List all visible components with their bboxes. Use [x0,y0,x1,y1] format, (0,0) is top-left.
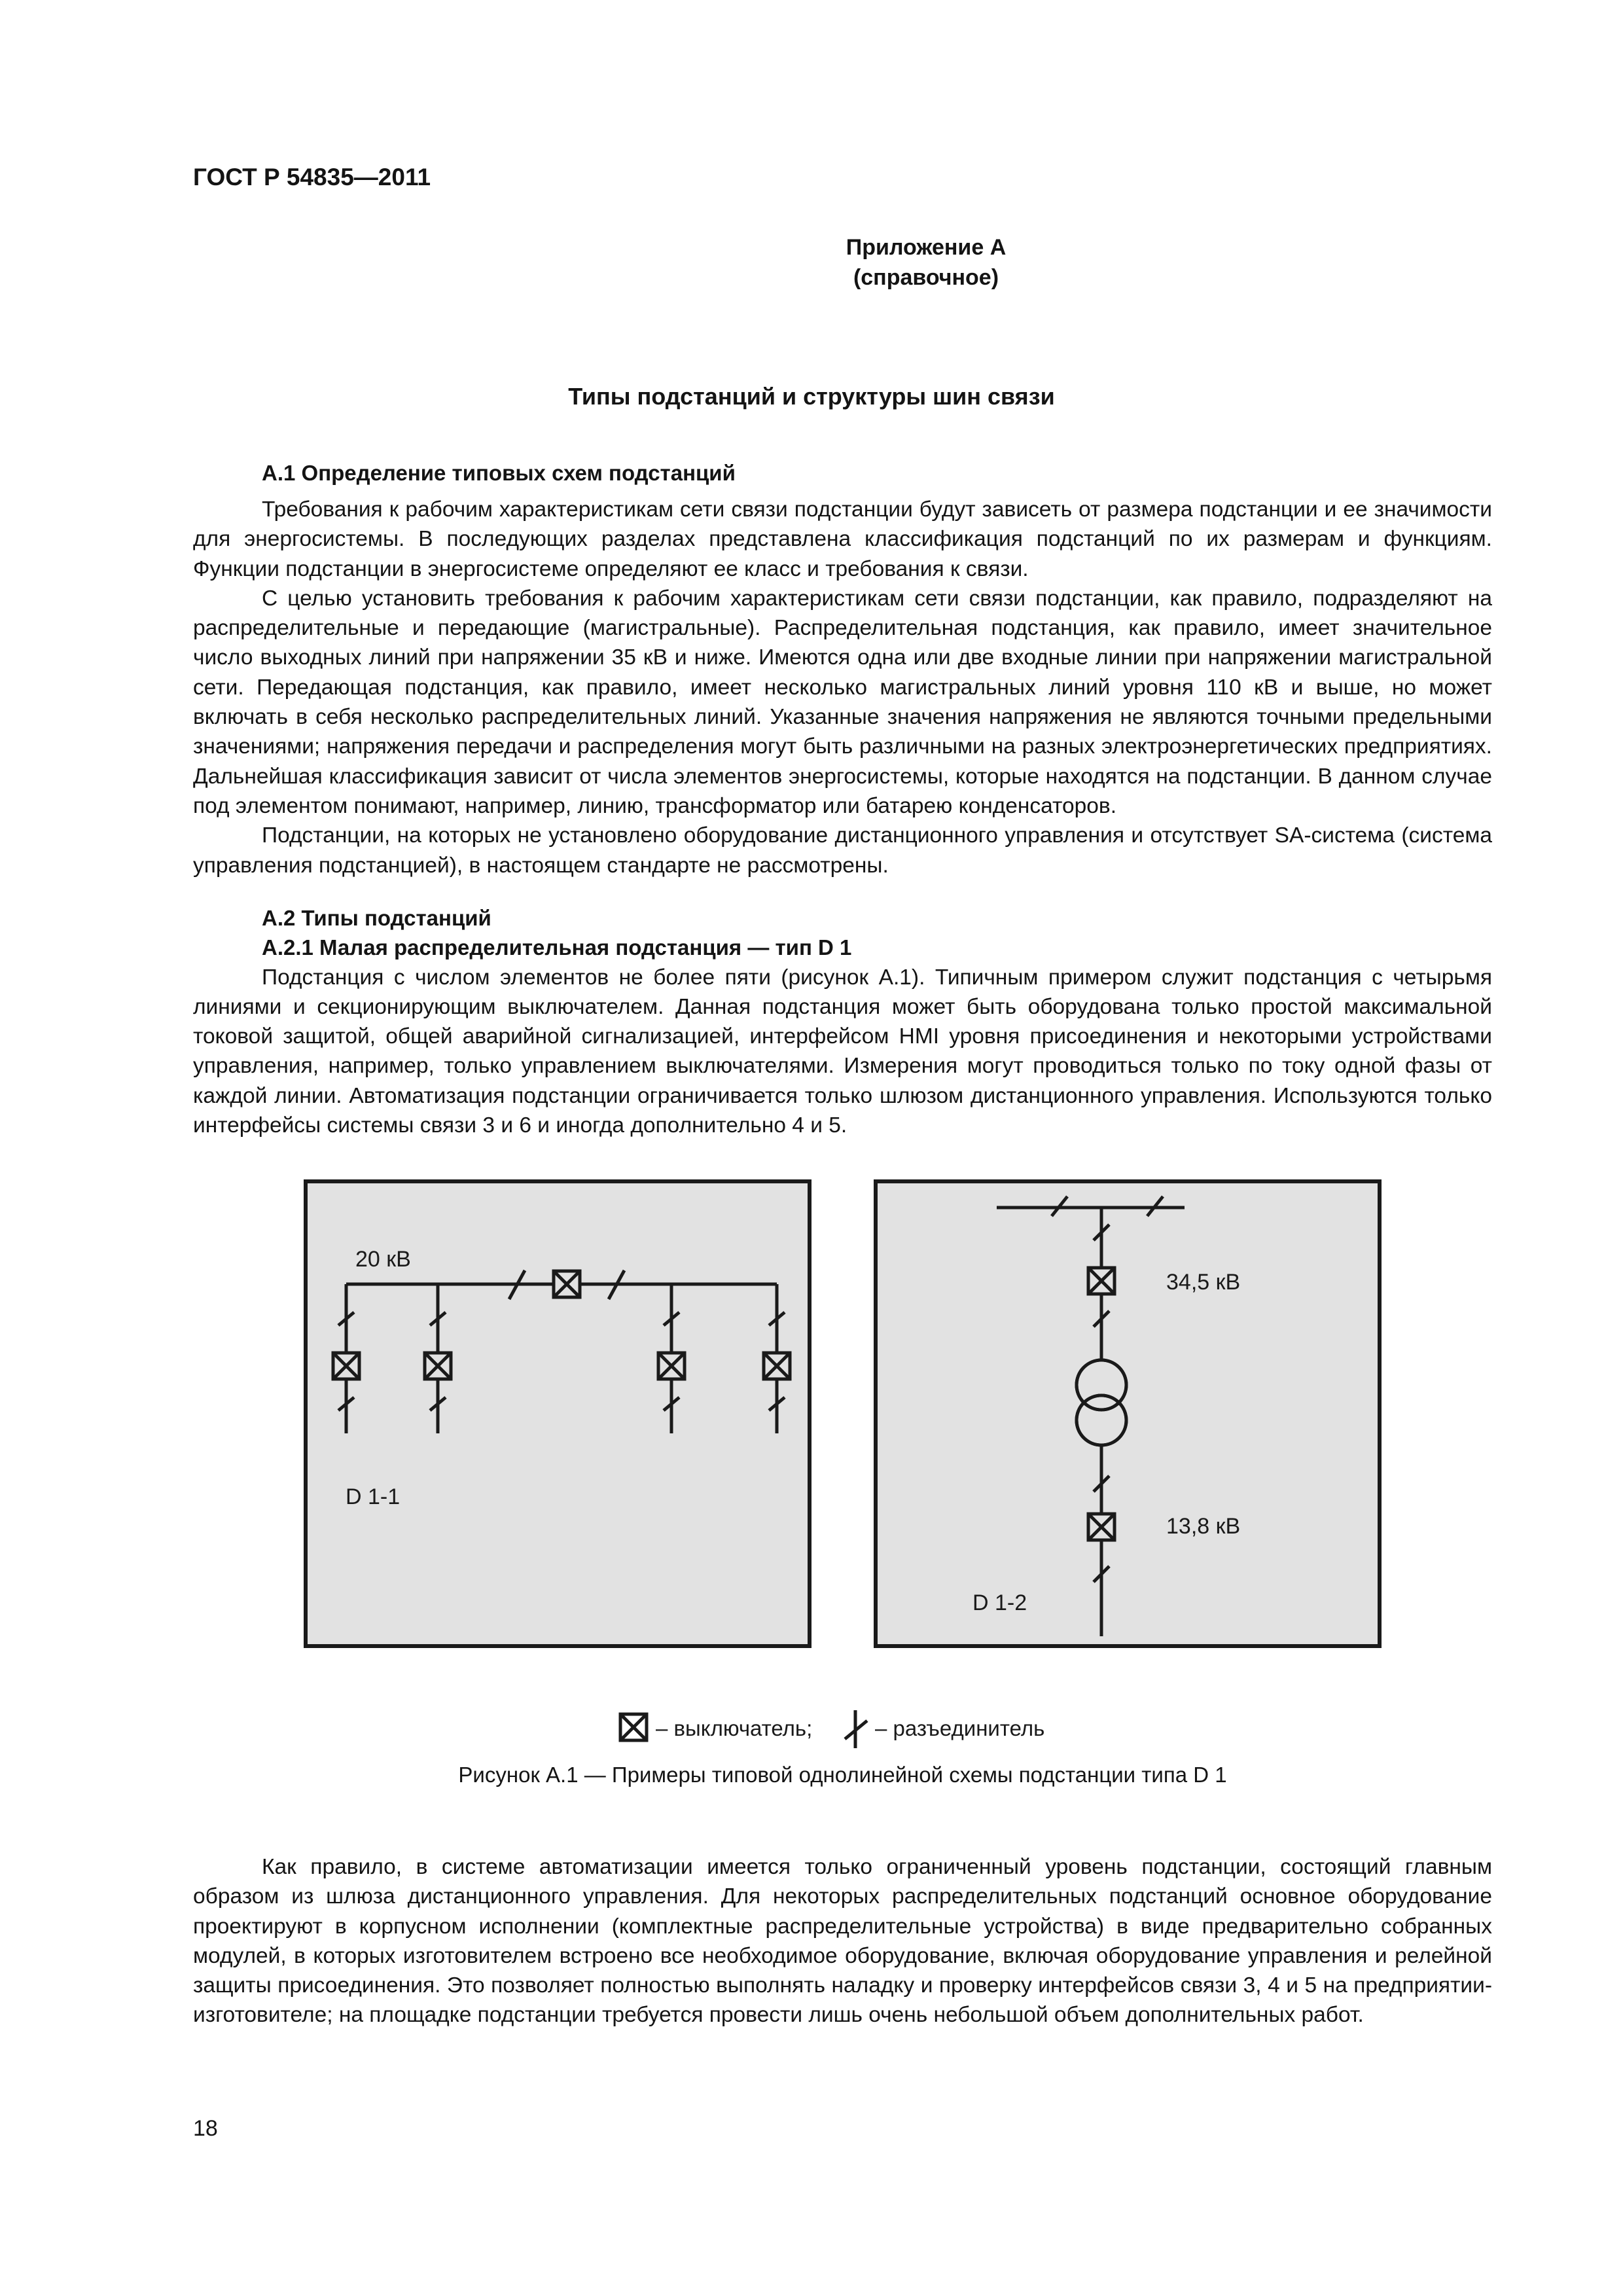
diagram-label: D 1-2 [972,1590,1027,1615]
figure-a1 [193,1175,1495,1764]
voltage-label-bottom: 13,8 кВ [1166,1514,1241,1539]
disconnector-symbol-icon [845,1710,867,1748]
paragraph: Подстанции, на которых не установлено оборудование дистанционного управления и отсутствует SA-система (система управления подстанцией), в настоящем стандарте не рассмотрены. [193,823,1492,878]
section-a2-heading: А.2 Типы подстанций [262,906,491,930]
diagram-label: D 1-1 [346,1484,401,1509]
breaker-symbol-icon [620,1714,647,1740]
annex-title: Приложение А [846,235,1007,260]
page-number: 18 [193,2116,218,2141]
diagram-d1-2 [876,1181,1380,1646]
paragraph: Как правило, в системе автоматизации имеется только ограниченный уровень подстанции, состоящий главным образом из шлюза дистанционного управления. Для некоторых распределительных подстанций основное оборудование проектируют в корпусном исполнении (комплектные распределительные устройства) в виде предварительно собранных модулей, в которых изготовителем встроено все необходимое оборудование, включая оборудование управления и релейной защиты присоединения. Это позволяет полностью выполнять наладку и проверку интерфейсов связи 3, 4 и 5 на предприятии-изготовителе; на площадке подстанции требуется провести лишь очень небольшой объем дополнительных работ. [193,1855,1492,2028]
voltage-label: 20 кВ [355,1247,411,1272]
section-a1-body [193,495,1492,880]
voltage-label-top: 34,5 кВ [1166,1270,1241,1295]
standard-header: ГОСТ Р 54835—2011 [193,164,431,190]
diagram-panel [876,1181,1380,1646]
section-a2 [193,903,1492,1140]
legend-breaker: – выключатель; [656,1716,813,1740]
legend [620,1710,1044,1748]
document-title: Типы подстанций и структуры шин связи [568,383,1055,410]
paragraph: Подстанция с числом элементов не более пяти (рисунок А.1). Типичным примером служит подстанция с четырьмя линиями и секционирующим выключателем. Данная подстанция может быть оборудована только простой максимальной токовой защитой, общей аварийной сигнализацией, интерфейсом HMI уровня присоединения и некоторыми устройствами управления, например, только управлением выключателями. Измерения могут проводиться только по току одной фазы от каждой линии. Автоматизация подстанции ограничивается только шлюзом дистанционного управления. Используются только интерфейсы системы связи 3 и 6 и иногда дополнительно 4 и 5. [193,965,1492,1138]
figure-caption: Рисунок А.1 — Примеры типовой однолинейной схемы подстанции типа D 1 [458,1763,1227,1787]
section-a21-heading: А.2.1 Малая распределительная подстанция — тип D 1 [262,935,852,960]
closing-section [193,1852,1492,2030]
annex-type: (справочное) [853,265,999,290]
paragraph: С целью установить требования к рабочим характеристикам сети связи подстанции, как правило, подразделяют на распределительные и передающие (магистральные). Распределительная подстанция, как правило, имеет значительное число выходных линий при напряжении 35 кВ и ниже. Имеются одна или две входные линии при напряжении магистральной сети. Передающая подстанция, как правило, имеет несколько магистральных линий уровня 110 кВ и выше, но может включать в себя несколько распределительных линий. Указанные значения напряжения не являются точными предельными значениями; напряжения передачи и распределения могут быть различными на разных электроэнергетических предприятиях. Дальнейшая классификация зависит от числа элементов энергосистемы, которые находятся на подстанции. В данном случае под элементом понимают, например, линию, трансформатор или батарею конденсаторов. [193,586,1492,818]
section-a1-heading: А.1 Определение типовых схем подстанций [262,461,736,485]
paragraph: Требования к рабочим характеристикам сети связи подстанции будут зависеть от размера подстанции и ее значимости для энергосистемы. В последующих разделах представлена классификация подстанций по их размерам и функциям. Функции подстанции в энергосистеме определяют ее класс и требования к связи. [193,497,1492,581]
section-a1 [193,458,1492,488]
legend-disconnector: – разъединитель [875,1716,1045,1740]
diagram-d1-1 [306,1181,810,1646]
